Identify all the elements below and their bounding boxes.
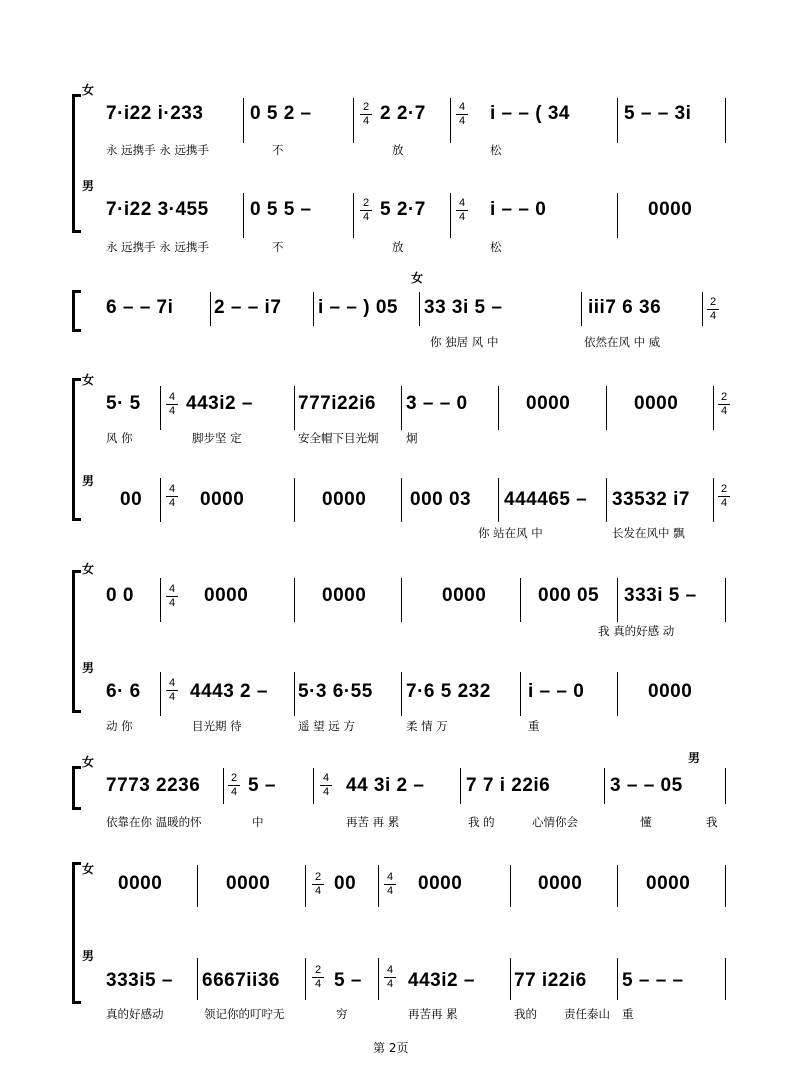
notation-segment: 7·i22 i·233 <box>106 103 204 124</box>
barline <box>305 865 306 907</box>
time-signature: 2 4 <box>360 102 372 127</box>
barline <box>617 865 618 907</box>
lyric: 依靠在你 温暖的怀 <box>106 815 202 829</box>
lyric: 领记你的叮咛无 <box>204 1007 285 1021</box>
barline <box>450 98 451 143</box>
notation-segment: 0000 <box>442 585 487 606</box>
lyric: 动 你 <box>106 719 133 733</box>
lyric: 永 远携手 永 远携手 <box>106 143 209 157</box>
voice-label-male: 男 <box>688 751 701 765</box>
lyric: 重 <box>528 719 540 733</box>
barline <box>725 98 726 143</box>
notation-segment: i – – ) 05 <box>318 297 398 318</box>
barline <box>510 958 511 1000</box>
barline <box>243 98 244 143</box>
notation-segment: 7 7 i 22i6 <box>466 775 551 796</box>
notation-segment: 44 3i 2 – <box>346 775 425 796</box>
barline <box>378 865 379 907</box>
notation-segment: 0000 <box>226 873 271 894</box>
voice-label-male: 男 <box>82 179 95 193</box>
barline <box>725 578 726 622</box>
system-1-bracket <box>72 94 81 233</box>
barline <box>498 478 499 522</box>
barline <box>160 478 161 522</box>
time-signature: 2 4 <box>718 392 730 417</box>
barline <box>617 98 618 143</box>
notation-segment: 3 – – 0 <box>406 393 468 414</box>
notation-segment: 4443 2 – <box>190 681 268 702</box>
lyric: 责任泰山 <box>564 1007 610 1021</box>
barline <box>294 478 295 522</box>
time-signature: 4 4 <box>456 102 468 127</box>
system-6-bracket <box>72 862 81 1004</box>
barline <box>401 672 402 716</box>
barline <box>702 292 703 326</box>
notation-segment: i – – 0 <box>528 681 585 702</box>
voice-label-female: 女 <box>411 271 424 285</box>
notation-segment: 443i2 – <box>408 970 475 991</box>
lyric: 遥 望 远 方 <box>298 719 355 733</box>
notation-segment: 0000 <box>322 489 367 510</box>
barline <box>725 768 726 804</box>
notation-segment: 33532 i7 <box>612 489 690 510</box>
barline <box>606 478 607 522</box>
time-signature: 4 4 <box>456 198 468 223</box>
lyric: 我的 <box>514 1007 537 1021</box>
barline <box>305 958 306 1000</box>
notation-segment: 0000 <box>322 585 367 606</box>
lyric: 我 真的好感 动 <box>598 624 675 638</box>
lyric: 再苦再 累 <box>408 1007 458 1021</box>
page-number: 第 2页 <box>373 1041 409 1055</box>
notation-segment: 0000 <box>418 873 463 894</box>
notation-segment: 5 – – 3i <box>624 103 692 124</box>
barline <box>713 386 714 430</box>
notation-segment: 0000 <box>538 873 583 894</box>
notation-segment: 7·i22 3·455 <box>106 199 209 220</box>
voice-label-male: 男 <box>82 661 95 675</box>
lyric: 长发在风中 飘 <box>612 526 685 540</box>
time-signature: 2 4 <box>228 773 240 798</box>
lyric: 中 <box>252 815 264 829</box>
lyric: 穷 <box>336 1007 348 1021</box>
notation-segment: 7·6 5 232 <box>406 681 491 702</box>
lyric: 不 <box>272 143 284 157</box>
barline <box>606 386 607 430</box>
notation-segment: 33 3i 5 – <box>424 297 503 318</box>
lyric: 不 <box>272 240 284 254</box>
time-signature: 2 4 <box>718 484 730 509</box>
barline <box>460 768 461 804</box>
lyric: 松 <box>490 143 502 157</box>
time-signature: 2 4 <box>360 198 372 223</box>
barline <box>197 958 198 1000</box>
system-4-bracket <box>72 570 81 713</box>
notation-segment: 0000 <box>648 681 693 702</box>
voice-label-female: 女 <box>82 373 95 387</box>
barline <box>197 865 198 907</box>
notation-segment: 333i 5 – <box>624 585 697 606</box>
notation-segment: iii7 6 36 <box>588 297 662 318</box>
notation-segment: 444465 – <box>504 489 588 510</box>
time-signature: 4 4 <box>320 773 332 798</box>
time-signature: 4 4 <box>166 484 178 509</box>
voice-label-female: 女 <box>82 562 95 576</box>
system-5-bracket <box>72 766 81 810</box>
barline <box>520 672 521 716</box>
system-3-bracket <box>72 378 81 521</box>
lyric: 炯 <box>406 431 418 445</box>
barline <box>294 578 295 622</box>
barline <box>313 768 314 804</box>
notation-segment: 0000 <box>634 393 679 414</box>
lyric: 风 你 <box>106 431 133 445</box>
notation-segment: 2 2·7 <box>380 103 426 124</box>
time-signature: 2 4 <box>312 872 324 897</box>
notation-segment: 5 – <box>248 775 276 796</box>
notation-segment: 5 – <box>334 970 362 991</box>
barline <box>401 578 402 622</box>
notation-segment: i – – 0 <box>490 199 547 220</box>
barline <box>419 292 420 326</box>
notation-segment: 0000 <box>526 393 571 414</box>
notation-segment: 7773 2236 <box>106 775 201 796</box>
voice-label-male: 男 <box>82 474 95 488</box>
barline <box>617 578 618 622</box>
system-2-bracket <box>72 290 81 332</box>
time-signature: 4 4 <box>166 678 178 703</box>
time-signature: 2 4 <box>312 965 324 990</box>
barline <box>617 672 618 716</box>
barline <box>450 193 451 238</box>
time-signature: 2 4 <box>707 297 719 322</box>
notation-segment: 3 – – 05 <box>610 775 683 796</box>
notation-segment: 00 <box>120 489 143 510</box>
barline <box>617 193 618 238</box>
lyric: 你 独居 风 中 <box>430 335 499 349</box>
barline <box>223 768 224 804</box>
notation-segment: 2 – – i7 <box>214 297 282 318</box>
lyric: 柔 情 万 <box>406 719 448 733</box>
time-signature: 4 4 <box>166 392 178 417</box>
lyric: 放 <box>392 240 404 254</box>
lyric: 放 <box>392 143 404 157</box>
notation-segment: 77 i22i6 <box>514 970 587 991</box>
barline <box>378 958 379 1000</box>
barline <box>510 865 511 907</box>
barline <box>401 478 402 522</box>
voice-label-female: 女 <box>82 755 95 769</box>
notation-segment: 0000 <box>204 585 249 606</box>
notation-segment: 777i22i6 <box>298 393 376 414</box>
lyric: 你 站在风 中 <box>478 526 543 540</box>
time-signature: 4 4 <box>166 584 178 609</box>
lyric: 目光期 待 <box>192 719 242 733</box>
lyric: 我 的 <box>468 815 495 829</box>
notation-segment: 0000 <box>118 873 163 894</box>
notation-segment: 443i2 – <box>186 393 253 414</box>
lyric: 真的好感动 <box>106 1007 164 1021</box>
notation-segment: 5 – – – <box>622 970 684 991</box>
notation-segment: 6667ii36 <box>202 970 280 991</box>
barline <box>713 478 714 522</box>
notation-segment: 333i5 – <box>106 970 173 991</box>
barline <box>160 672 161 716</box>
barline <box>313 292 314 326</box>
lyric: 松 <box>490 240 502 254</box>
barline <box>520 578 521 622</box>
voice-label-female: 女 <box>82 862 95 876</box>
notation-segment: 0000 <box>646 873 691 894</box>
voice-label-female: 女 <box>82 83 95 97</box>
lyric: 重 <box>622 1007 634 1021</box>
notation-segment: i – – ( 34 <box>490 103 570 124</box>
barline <box>725 865 726 907</box>
notation-segment: 0000 <box>200 489 245 510</box>
barline <box>294 386 295 430</box>
notation-segment: 000 03 <box>410 489 472 510</box>
notation-segment: 5·3 6·55 <box>298 681 373 702</box>
barline <box>581 292 582 326</box>
lyric: 安全帽下目光炯 <box>298 431 379 445</box>
barline <box>160 578 161 622</box>
barline <box>617 958 618 1000</box>
lyric: 我 <box>706 815 718 829</box>
notation-segment: 6 – – 7i <box>106 297 174 318</box>
notation-segment: 5· 5 <box>106 393 141 414</box>
barline <box>210 292 211 326</box>
notation-segment: 00 <box>334 873 357 894</box>
notation-segment: 0 5 2 – <box>250 103 312 124</box>
lyric: 再苦 再 累 <box>346 815 400 829</box>
barline <box>243 193 244 238</box>
lyric: 心情你会 <box>532 815 578 829</box>
voice-label-male: 男 <box>82 949 95 963</box>
barline <box>401 386 402 430</box>
notation-segment: 0 0 <box>106 585 134 606</box>
notation-segment: 000 05 <box>538 585 600 606</box>
notation-segment: 0000 <box>648 199 693 220</box>
notation-segment: 6· 6 <box>106 681 141 702</box>
barline <box>725 958 726 1000</box>
lyric: 脚步坚 定 <box>192 431 242 445</box>
barline <box>604 768 605 804</box>
barline <box>353 98 354 143</box>
notation-segment: 5 2·7 <box>380 199 426 220</box>
lyric: 永 远携手 永 远携手 <box>106 240 209 254</box>
barline <box>353 193 354 238</box>
barline <box>294 672 295 716</box>
lyric: 依然在风 中 威 <box>584 335 661 349</box>
time-signature: 4 4 <box>384 965 396 990</box>
barline <box>498 386 499 430</box>
notation-segment: 0 5 5 – <box>250 199 312 220</box>
lyric: 懂 <box>640 815 652 829</box>
time-signature: 4 4 <box>384 872 396 897</box>
barline <box>160 386 161 430</box>
